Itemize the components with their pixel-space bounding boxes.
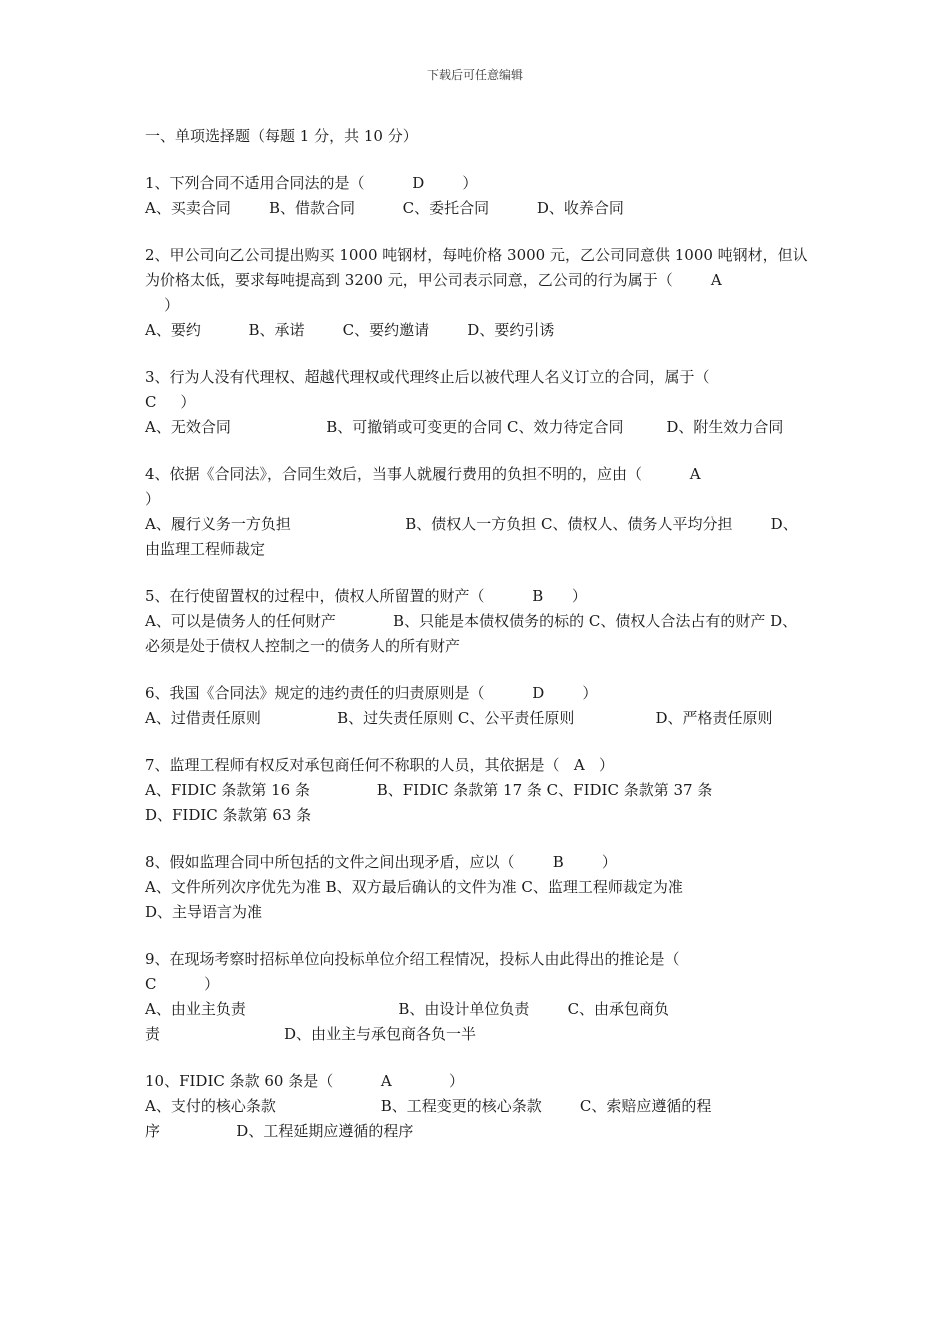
section-title: 一、单项选择题（每题 1 分，共 10 分）	[145, 127, 418, 145]
header-note: 下载后可任意编辑	[426, 68, 523, 82]
question-stem: 7、监理工程师有权反对承包商任何不称职的人员，其依据是（ A ）	[145, 756, 614, 774]
question-stem: 1、下列合同不适用合同法的是（ D ）	[145, 174, 478, 192]
question-7	[145, 753, 810, 828]
document-body	[145, 124, 810, 1166]
question-10	[145, 1069, 810, 1144]
question-stem: 6、我国《合同法》规定的违约责任的归责原则是（ D ）	[145, 684, 598, 702]
question-stem: 2、甲公司向乙公司提出购买 1000 吨钢材，每吨价格 3000 元，乙公司同意供 1000 吨钢材，但认为价格太低，要求每吨提高到 3200 元，甲公司表示同意，乙公司的行为属于（ A ）	[145, 246, 808, 314]
question-options: A、文件所列次序优先为准 B、双方最后确认的文件为准 C、监理工程师裁定为准 D、主导语言为准	[145, 878, 683, 921]
question-options: A、要约 B、承诺 C、要约邀请 D、要约引诱	[145, 321, 555, 339]
question-stem: 4、依据《合同法》，合同生效后，当事人就履行费用的负担不明的，应由（ A ）	[145, 465, 701, 508]
question-options: A、买卖合同 B、借款合同 C、委托合同 D、收养合同	[145, 199, 624, 217]
question-6	[145, 681, 810, 731]
question-5	[145, 584, 810, 659]
question-stem: 8、假如监理合同中所包括的文件之间出现矛盾，应以（ B ）	[145, 853, 617, 871]
question-stem: 5、在行使留置权的过程中，债权人所留置的财产（ B ）	[145, 587, 587, 605]
question-9	[145, 947, 810, 1047]
question-stem: 9、在现场考察时招标单位向投标单位介绍工程情况，投标人由此得出的推论是（ C ）	[145, 950, 680, 993]
question-options: A、无效合同 B、可撤销或可变更的合同 C、效力待定合同 D、附生效力合同	[145, 418, 784, 436]
question-options: A、由业主负责 B、由设计单位负责 C、由承包商负 责 D、由业主与承包商各负一半	[145, 1000, 670, 1043]
question-2	[145, 243, 810, 343]
question-options: A、支付的核心条款 B、工程变更的核心条款 C、索赔应遵循的程 序 D、工程延期应遵循的程序	[145, 1097, 712, 1140]
question-stem: 3、行为人没有代理权、超越代理权或代理终止后以被代理人名义订立的合同，属于（ C ）	[145, 368, 710, 411]
question-8	[145, 850, 810, 925]
question-options: A、履行义务一方负担 B、债权人一方负担 C、债权人、债务人平均分担 D、由监理工程师裁定	[145, 515, 798, 558]
question-options: A、可以是债务人的任何财产 B、只能是本债权债务的标的 C、债权人合法占有的财产 D、必须是处于债权人控制之一的债务人的所有财产	[145, 612, 798, 655]
question-options: A、过借责任原则 B、过失责任原则 C、公平责任原则 D、严格责任原则	[145, 709, 773, 727]
question-options: A、FIDIC 条款第 16 条 B、FIDIC 条款第 17 条 C、FIDIC 条款第 37 条 D、FIDIC 条款第 63 条	[145, 781, 713, 824]
question-4	[145, 462, 810, 562]
question-stem: 10、FIDIC 条款 60 条是（ A ）	[145, 1072, 464, 1090]
question-1	[145, 171, 810, 221]
question-3	[145, 365, 810, 440]
